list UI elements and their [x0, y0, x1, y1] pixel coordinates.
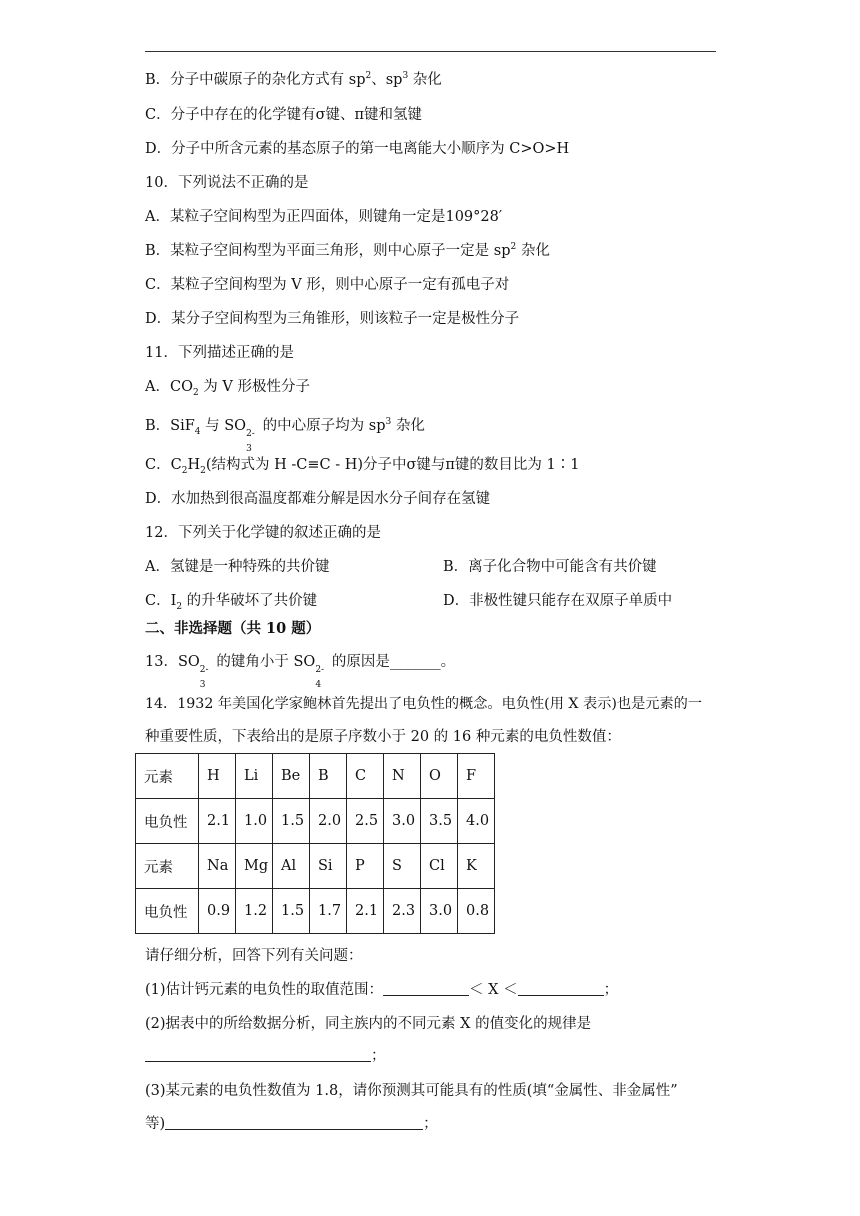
q14-part2-answer: ；: [145, 1046, 386, 1066]
q14-part2: (2)据表中的所给数据分析，同主族内的不同元素 X 的值变化的规律是: [145, 1016, 592, 1032]
q14-prompt: 请仔细分析，回答下列有关问题：: [145, 948, 363, 964]
table-cell: 1.2: [236, 889, 273, 934]
table-row: [136, 889, 495, 934]
q12-option-c: C．$I_2$ 的升华破坏了共价键: [145, 593, 318, 612]
table-row: [136, 799, 495, 844]
table-cell: H: [199, 754, 236, 799]
table-cell: Mg: [236, 844, 273, 889]
table-cell: O: [421, 754, 458, 799]
table-cell: N: [384, 754, 421, 799]
table-cell: 1.7: [310, 889, 347, 934]
q9-option-c: C．分子中存在的化学键有σ键、π键和氢键: [145, 107, 423, 123]
table-cell: 4.0: [458, 799, 495, 844]
q13-text: 13．SO 2- 3 的键角小于 SO 2- 4 的原因是_______。: [145, 654, 456, 690]
q10-option-d: D．某分子空间构型为三角锥形，则该粒子一定是极性分子: [145, 311, 520, 327]
q12-option-d: D．非极性键只能存在双原子单质中: [443, 593, 673, 609]
table-cell: 2.3: [384, 889, 421, 934]
electronegativity-table: [135, 753, 495, 934]
table-cell: C: [347, 754, 384, 799]
header-rule: [145, 51, 716, 52]
q9-option-b: B．分子中碳原子的杂化方式有 $sp^2$、$sp^3$ 杂化: [145, 71, 442, 88]
answer-blank[interactable]: [518, 981, 604, 996]
section-heading: 二、非选择题（共 10 题）: [145, 620, 321, 637]
table-cell: 2.1: [347, 889, 384, 934]
q11-stem: 11．下列描述正确的是: [145, 345, 294, 361]
q14-stem-line2: 种重要性质，下表给出的是原子序数小于 20 的 16 种元素的电负性数值：: [145, 729, 621, 745]
q14-stem-line1: 14．1932 年美国化学家鲍林首先提出了电负性的概念。电负性(用 X 表示)也是元素的一: [145, 696, 703, 712]
q10-stem: 10．下列说法不正确的是: [145, 175, 309, 191]
q12-option-b: B．离子化合物中可能含有共价键: [443, 559, 657, 575]
table-cell: 0.8: [458, 889, 495, 934]
table-cell: Al: [273, 844, 310, 889]
table-cell: 元素: [136, 754, 199, 799]
table-cell: 3.5: [421, 799, 458, 844]
answer-blank[interactable]: [145, 1047, 371, 1062]
table-cell: 3.0: [421, 889, 458, 934]
q10-option-b: B．某粒子空间构型为平面三角形，则中心原子一定是 $sp^2$ 杂化: [145, 242, 550, 259]
table-cell: 元素: [136, 844, 199, 889]
q9-option-d: D．分子中所含元素的基态原子的第一电离能大小顺序为 C>O>H: [145, 141, 570, 157]
table-row: [136, 844, 495, 889]
q14-part1: (1)估计钙元素的电负性的取值范围： ＜ X ＜ ；: [145, 982, 619, 998]
table-cell: 2.0: [310, 799, 347, 844]
answer-blank[interactable]: [383, 981, 469, 996]
q12-option-a: A．氢键是一种特殊的共价键: [145, 559, 330, 575]
table-cell: S: [384, 844, 421, 889]
table-cell: Na: [199, 844, 236, 889]
table-cell: F: [458, 754, 495, 799]
table-cell: Li: [236, 754, 273, 799]
q12-stem: 12．下列关于化学键的叙述正确的是: [145, 525, 381, 541]
table-cell: K: [458, 844, 495, 889]
table-cell: Be: [273, 754, 310, 799]
q14-part3-answer: 等) ；: [145, 1116, 438, 1132]
q10-option-c: C．某粒子空间构型为 V 形，则中心原子一定有孤电子对: [145, 277, 510, 293]
table-cell: 3.0: [384, 799, 421, 844]
answer-blank[interactable]: [165, 1115, 423, 1130]
q11-option-c: C．$C_2H_2$(结构式为 H -C≡C - H)分子中σ键与π键的数目比为 1∶1: [145, 457, 580, 476]
table-cell: 1.0: [236, 799, 273, 844]
table-row: [136, 754, 495, 799]
table-cell: 1.5: [273, 889, 310, 934]
q11-option-b: B．SiF$_4$ 与 SO 2- 3 的中心原子均为 $sp^3$ 杂化: [145, 417, 425, 454]
table-cell: 电负性: [136, 889, 199, 934]
q11-option-d: D．水加热到很高温度都难分解是因水分子间存在氢键: [145, 491, 491, 507]
table-cell: 2.1: [199, 799, 236, 844]
table-cell: 电负性: [136, 799, 199, 844]
q14-part3: (3)某元素的电负性数值为 1.8，请你预测其可能具有的性质(填“金属性、非金属性”: [145, 1083, 678, 1099]
q10-option-a: A．某粒子空间构型为正四面体，则键角一定是109°28′: [145, 209, 503, 225]
table-cell: Cl: [421, 844, 458, 889]
q11-option-a: A．$CO_2$ 为 V 形极性分子: [145, 379, 311, 398]
table-cell: P: [347, 844, 384, 889]
table-cell: 0.9: [199, 889, 236, 934]
table-cell: 2.5: [347, 799, 384, 844]
table-cell: B: [310, 754, 347, 799]
table-cell: Si: [310, 844, 347, 889]
table-cell: 1.5: [273, 799, 310, 844]
